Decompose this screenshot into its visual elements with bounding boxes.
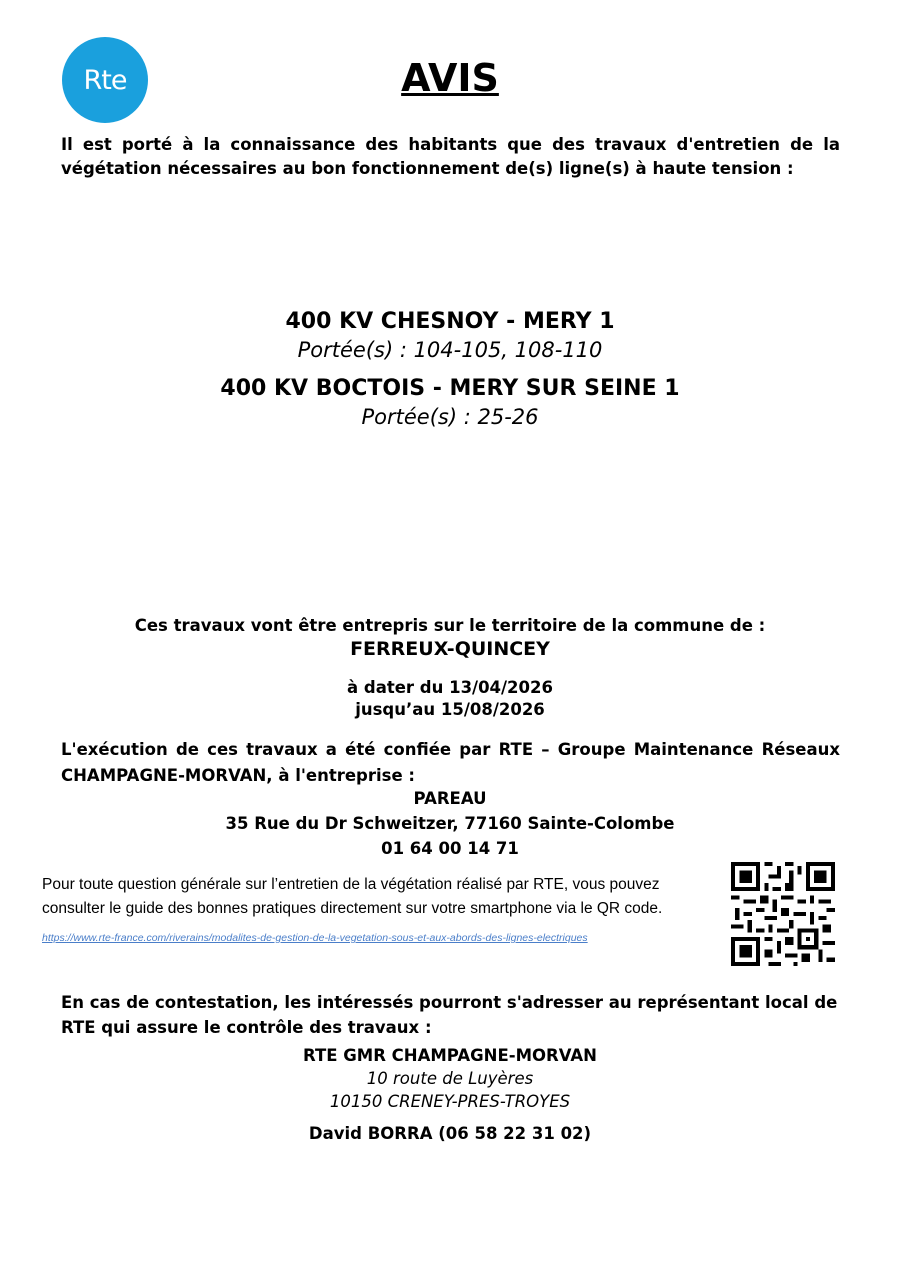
execution-paragraph: L'exécution de ces travaux a été confiée par RTE – Groupe Maintenance Réseaux CHAMPAGNE-MORVAN, à l'entreprise : <box>61 740 840 785</box>
date-from: à dater du 13/04/2026 <box>347 678 553 697</box>
commune-intro: Ces travaux vont être entrepris sur le territoire de la commune de : <box>134 616 766 635</box>
line-2-name: 400 KV BOCTOIS - MERY SUR SEINE 1 <box>220 376 680 401</box>
line-1-name: 400 KV CHESNOY - MERY 1 <box>285 309 615 334</box>
line-1-spans: Portée(s) : 104-105, 108-110 <box>297 338 603 362</box>
guide-link[interactable]: https://www.rte-france.com/riverains/modalites-de-gestion-de-la-vegetation-sous-et-aux-abords-des-lignes-electriques <box>42 932 588 944</box>
contestation-paragraph: En cas de contestation, les intéressés pourront s'adresser au représentant local de RTE qui assure le contrôle des travaux : <box>61 993 838 1037</box>
rte-address-line-2: 10150 CRENEY-PRES-TROYES <box>329 1092 571 1111</box>
line-2-spans: Portée(s) : 25-26 <box>361 405 539 429</box>
intro-paragraph: Il est porté à la connaissance des habitants que des travaux d'entretien de la végétation nécessaires au bon fonctionnement de(s) ligne(s) à haute tension : <box>61 135 840 178</box>
qr-code-icon[interactable] <box>731 862 835 966</box>
rte-logo-text: Rte <box>83 64 127 96</box>
company-name: PAREAU <box>413 789 487 808</box>
page-title: AVIS <box>401 56 499 100</box>
info-paragraph: Pour toute question générale sur l’entretien de la végétation réalisé par RTE, vous pouvez consulter le guide des bonnes pratiques directement sur votre smartphone via le QR code. <box>42 876 663 917</box>
company-address: 35 Rue du Dr Schweitzer, 77160 Sainte-Colombe <box>225 814 675 833</box>
commune-name: FERREUX-QUINCEY <box>350 638 550 660</box>
rte-org-name: RTE GMR CHAMPAGNE-MORVAN <box>303 1046 597 1065</box>
company-phone: 01 64 00 14 71 <box>381 839 519 858</box>
rte-contact: David BORRA (06 58 22 31 02) <box>308 1124 592 1143</box>
date-to: jusqu’au 15/08/2026 <box>355 700 545 719</box>
rte-address-line-1: 10 route de Luyères <box>366 1069 534 1088</box>
